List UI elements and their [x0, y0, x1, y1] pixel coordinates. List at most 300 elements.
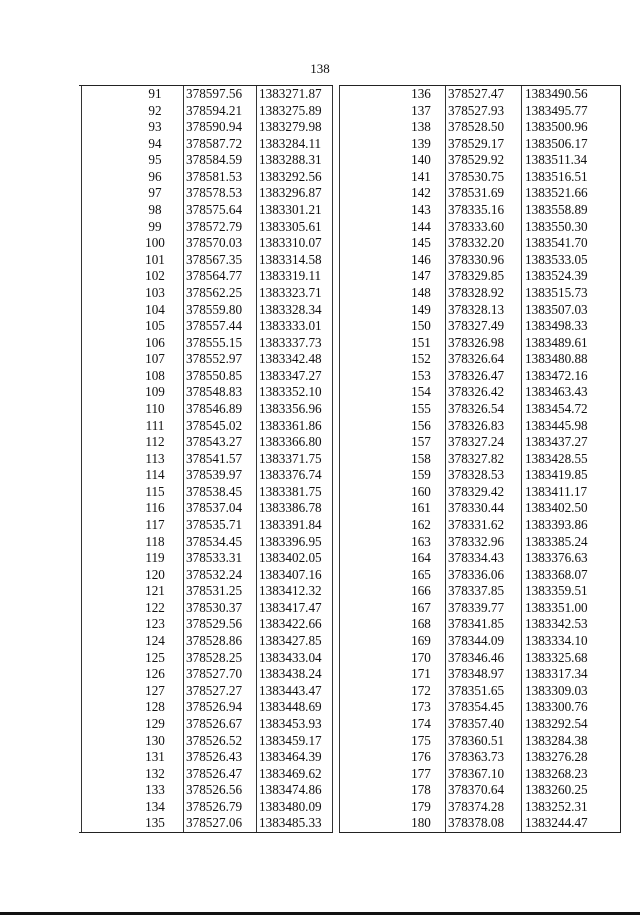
- y-coordinate: 1383342.53: [525, 616, 588, 632]
- y-coordinate: 1383359.51: [525, 583, 588, 599]
- point-number: 174: [411, 715, 431, 731]
- y-coordinate: 1383454.72: [525, 400, 588, 416]
- table-row: [339, 500, 620, 517]
- point-number: 140: [411, 152, 431, 168]
- x-coordinate: 378329.42: [448, 483, 505, 499]
- y-coordinate: 1383284.38: [525, 732, 588, 748]
- x-coordinate: 378531.25: [186, 583, 243, 599]
- y-coordinate: 1383438.24: [259, 666, 322, 682]
- table-row: [79, 103, 333, 120]
- point-number: 133: [145, 782, 165, 798]
- point-number: 178: [411, 782, 431, 798]
- y-coordinate: 1383495.77: [525, 102, 588, 118]
- table-row: [79, 302, 333, 319]
- y-coordinate: 1383366.80: [259, 434, 322, 450]
- y-coordinate: 1383437.27: [525, 434, 588, 450]
- table-row: [339, 467, 620, 484]
- x-coordinate: 378326.64: [448, 351, 505, 367]
- table-row: [339, 583, 620, 600]
- y-coordinate: 1383333.01: [259, 318, 322, 334]
- table-row: [79, 368, 333, 385]
- table-row: [339, 716, 620, 733]
- x-coordinate: 378584.59: [186, 152, 243, 168]
- x-coordinate: 378354.45: [448, 699, 505, 715]
- table-row: [79, 351, 333, 368]
- point-number: 110: [145, 400, 165, 416]
- table-row: [79, 666, 333, 683]
- x-coordinate: 378529.92: [448, 152, 505, 168]
- y-coordinate: 1383533.05: [525, 251, 588, 267]
- point-number: 102: [145, 268, 165, 284]
- y-coordinate: 1383541.70: [525, 235, 588, 251]
- y-coordinate: 1383472.16: [525, 367, 588, 383]
- coordinate-table-left: [79, 85, 333, 833]
- point-number: 162: [411, 517, 431, 533]
- table-row: [79, 550, 333, 567]
- table-row: [339, 86, 620, 103]
- table-row: [339, 633, 620, 650]
- x-coordinate: 378597.56: [186, 86, 243, 101]
- x-coordinate: 378528.50: [448, 119, 505, 135]
- point-number: 176: [411, 749, 431, 765]
- table-row: [339, 534, 620, 551]
- point-number: 168: [411, 616, 431, 632]
- table-row: [79, 766, 333, 783]
- point-number: 165: [411, 566, 431, 582]
- x-coordinate: 378548.83: [186, 384, 243, 400]
- y-coordinate: 1383396.95: [259, 533, 322, 549]
- y-coordinate: 1383252.31: [525, 798, 588, 814]
- table-row: [79, 86, 333, 103]
- y-coordinate: 1383500.96: [525, 119, 588, 135]
- x-coordinate: 378581.53: [186, 168, 243, 184]
- table-row: [79, 517, 333, 534]
- y-coordinate: 1383337.73: [259, 334, 322, 350]
- x-coordinate: 378557.44: [186, 318, 243, 334]
- x-coordinate: 378532.24: [186, 566, 243, 582]
- y-coordinate: 1383443.47: [259, 682, 322, 698]
- table-row: [339, 567, 620, 584]
- point-number: 113: [145, 450, 165, 466]
- table-row: [339, 119, 620, 136]
- point-number: 163: [411, 533, 431, 549]
- table-row: [79, 434, 333, 451]
- y-coordinate: 1383427.85: [259, 633, 322, 649]
- y-coordinate: 1383393.86: [525, 517, 588, 533]
- x-coordinate: 378526.79: [186, 798, 243, 814]
- y-coordinate: 1383391.84: [259, 517, 322, 533]
- table-row: [339, 252, 620, 269]
- x-coordinate: 378587.72: [186, 135, 243, 151]
- x-coordinate: 378543.27: [186, 434, 243, 450]
- table-row: [79, 699, 333, 716]
- x-coordinate: 378594.21: [186, 102, 243, 118]
- x-coordinate: 378328.92: [448, 284, 505, 300]
- y-coordinate: 1383352.10: [259, 384, 322, 400]
- point-number: 94: [148, 135, 162, 151]
- y-coordinate: 1383381.75: [259, 483, 322, 499]
- x-coordinate: 378526.47: [186, 765, 243, 781]
- point-number: 131: [145, 749, 165, 765]
- point-number: 121: [145, 583, 165, 599]
- table-row: [339, 219, 620, 236]
- table-row: [79, 733, 333, 750]
- point-number: 149: [411, 301, 431, 317]
- table-row: [79, 268, 333, 285]
- point-number: 115: [145, 483, 165, 499]
- point-number: 143: [411, 202, 431, 218]
- x-coordinate: 378344.09: [448, 633, 505, 649]
- y-coordinate: 1383347.27: [259, 367, 322, 383]
- x-coordinate: 378526.56: [186, 782, 243, 798]
- table-row: [79, 683, 333, 700]
- y-coordinate: 1383314.58: [259, 251, 322, 267]
- table-row: [79, 567, 333, 584]
- table-row: [339, 136, 620, 153]
- table-row: [339, 285, 620, 302]
- table-row: [339, 152, 620, 169]
- table-row: [339, 600, 620, 617]
- x-coordinate: 378328.13: [448, 301, 505, 317]
- point-number: 129: [145, 715, 165, 731]
- x-coordinate: 378559.80: [186, 301, 243, 317]
- x-coordinate: 378327.49: [448, 318, 505, 334]
- y-coordinate: 1383300.76: [525, 699, 588, 715]
- point-number: 91: [148, 86, 162, 101]
- y-coordinate: 1383371.75: [259, 450, 322, 466]
- x-coordinate: 378370.64: [448, 782, 505, 798]
- table-row: [339, 699, 620, 716]
- table-row: [79, 467, 333, 484]
- point-number: 124: [145, 633, 165, 649]
- table-row: [79, 484, 333, 501]
- x-coordinate: 378535.71: [186, 517, 243, 533]
- table-row: [79, 799, 333, 816]
- table-row: [79, 616, 333, 633]
- table-row: [339, 268, 620, 285]
- x-coordinate: 378330.96: [448, 251, 505, 267]
- x-coordinate: 378328.53: [448, 467, 505, 483]
- y-coordinate: 1383480.88: [525, 351, 588, 367]
- point-number: 171: [411, 666, 431, 682]
- table-row: [339, 103, 620, 120]
- x-coordinate: 378326.54: [448, 400, 505, 416]
- y-coordinate: 1383459.17: [259, 732, 322, 748]
- table-row: [339, 384, 620, 401]
- table-row: [79, 136, 333, 153]
- y-coordinate: 1383328.34: [259, 301, 322, 317]
- x-coordinate: 378552.97: [186, 351, 243, 367]
- point-number: 112: [145, 434, 165, 450]
- table-row: [79, 782, 333, 799]
- table-row: [79, 252, 333, 269]
- x-coordinate: 378526.67: [186, 715, 243, 731]
- table-row: [79, 451, 333, 468]
- table-row: [79, 650, 333, 667]
- x-coordinate: 378363.73: [448, 749, 505, 765]
- table-row: [79, 749, 333, 766]
- table-row: [339, 666, 620, 683]
- y-coordinate: 1383419.85: [525, 467, 588, 483]
- table-row: [339, 815, 620, 832]
- point-number: 128: [145, 699, 165, 715]
- point-number: 152: [411, 351, 431, 367]
- table-row: [79, 219, 333, 236]
- point-number: 96: [148, 168, 162, 184]
- coordinate-table-right: [339, 85, 621, 833]
- point-number: 177: [411, 765, 431, 781]
- point-number: 119: [145, 550, 165, 566]
- table-row: [339, 799, 620, 816]
- table-row: [79, 185, 333, 202]
- x-coordinate: 378530.37: [186, 599, 243, 615]
- table-row: [79, 384, 333, 401]
- point-number: 157: [411, 434, 431, 450]
- y-coordinate: 1383309.03: [525, 682, 588, 698]
- point-number: 158: [411, 450, 431, 466]
- y-coordinate: 1383284.11: [259, 135, 322, 151]
- table-row: [79, 152, 333, 169]
- y-coordinate: 1383411.17: [525, 483, 588, 499]
- point-number: 108: [145, 367, 165, 383]
- point-number: 137: [411, 102, 431, 118]
- x-coordinate: 378326.83: [448, 417, 505, 433]
- table-row: [79, 119, 333, 136]
- y-coordinate: 1383279.98: [259, 119, 322, 135]
- table-row: [79, 716, 333, 733]
- x-coordinate: 378526.52: [186, 732, 243, 748]
- y-coordinate: 1383412.32: [259, 583, 322, 599]
- point-number: 160: [411, 483, 431, 499]
- y-coordinate: 1383317.34: [525, 666, 588, 682]
- y-coordinate: 1383550.30: [525, 218, 588, 234]
- point-number: 95: [148, 152, 162, 168]
- point-number: 104: [145, 301, 165, 317]
- x-coordinate: 378527.93: [448, 102, 505, 118]
- point-number: 127: [145, 682, 165, 698]
- table-row: [339, 683, 620, 700]
- y-coordinate: 1383428.55: [525, 450, 588, 466]
- point-number: 156: [411, 417, 431, 433]
- point-number: 103: [145, 284, 165, 300]
- table-row: [339, 484, 620, 501]
- point-number: 136: [411, 86, 431, 101]
- table-row: [339, 318, 620, 335]
- point-number: 155: [411, 400, 431, 416]
- point-number: 151: [411, 334, 431, 350]
- x-coordinate: 378537.04: [186, 500, 243, 516]
- x-coordinate: 378374.28: [448, 798, 505, 814]
- table-row: [79, 500, 333, 517]
- point-number: 146: [411, 251, 431, 267]
- y-coordinate: 1383275.89: [259, 102, 322, 118]
- y-coordinate: 1383325.68: [525, 649, 588, 665]
- point-number: 154: [411, 384, 431, 400]
- x-coordinate: 378378.08: [448, 815, 505, 831]
- point-number: 100: [145, 235, 165, 251]
- point-number: 117: [145, 517, 165, 533]
- point-number: 122: [145, 599, 165, 615]
- table-row: [339, 517, 620, 534]
- x-coordinate: 378367.10: [448, 765, 505, 781]
- table-row: [339, 418, 620, 435]
- table-row: [339, 451, 620, 468]
- y-coordinate: 1383515.73: [525, 284, 588, 300]
- y-coordinate: 1383485.33: [259, 815, 322, 831]
- x-coordinate: 378334.43: [448, 550, 505, 566]
- point-number: 107: [145, 351, 165, 367]
- point-number: 92: [148, 102, 162, 118]
- y-coordinate: 1383453.93: [259, 715, 322, 731]
- y-coordinate: 1383351.00: [525, 599, 588, 615]
- y-coordinate: 1383268.23: [525, 765, 588, 781]
- table-row: [79, 815, 333, 832]
- y-coordinate: 1383292.56: [259, 168, 322, 184]
- x-coordinate: 378528.25: [186, 649, 243, 665]
- y-coordinate: 1383376.74: [259, 467, 322, 483]
- x-coordinate: 378327.24: [448, 434, 505, 450]
- x-coordinate: 378339.77: [448, 599, 505, 615]
- x-coordinate: 378526.94: [186, 699, 243, 715]
- x-coordinate: 378541.57: [186, 450, 243, 466]
- table-row: [339, 401, 620, 418]
- x-coordinate: 378555.15: [186, 334, 243, 350]
- point-number: 101: [145, 251, 165, 267]
- x-coordinate: 378572.79: [186, 218, 243, 234]
- x-coordinate: 378562.25: [186, 284, 243, 300]
- point-number: 172: [411, 682, 431, 698]
- x-coordinate: 378564.77: [186, 268, 243, 284]
- point-number: 159: [411, 467, 431, 483]
- point-number: 141: [411, 168, 431, 184]
- x-coordinate: 378530.75: [448, 168, 505, 184]
- table-row: [79, 633, 333, 650]
- x-coordinate: 378528.86: [186, 633, 243, 649]
- y-coordinate: 1383422.66: [259, 616, 322, 632]
- y-coordinate: 1383516.51: [525, 168, 588, 184]
- y-coordinate: 1383521.66: [525, 185, 588, 201]
- point-number: 161: [411, 500, 431, 516]
- y-coordinate: 1383292.54: [525, 715, 588, 731]
- y-coordinate: 1383433.04: [259, 649, 322, 665]
- table-row: [339, 749, 620, 766]
- point-number: 164: [411, 550, 431, 566]
- y-coordinate: 1383463.43: [525, 384, 588, 400]
- x-coordinate: 378538.45: [186, 483, 243, 499]
- point-number: 153: [411, 367, 431, 383]
- table-row: [79, 418, 333, 435]
- table-row: [339, 169, 620, 186]
- point-number: 142: [411, 185, 431, 201]
- y-coordinate: 1383361.86: [259, 417, 322, 433]
- point-number: 116: [145, 500, 165, 516]
- table-row: [79, 401, 333, 418]
- point-number: 175: [411, 732, 431, 748]
- y-coordinate: 1383385.24: [525, 533, 588, 549]
- x-coordinate: 378534.45: [186, 533, 243, 549]
- table-row: [339, 235, 620, 252]
- x-coordinate: 378527.27: [186, 682, 243, 698]
- y-coordinate: 1383448.69: [259, 699, 322, 715]
- point-number: 134: [145, 798, 165, 814]
- y-coordinate: 1383445.98: [525, 417, 588, 433]
- point-number: 179: [411, 798, 431, 814]
- x-coordinate: 378546.89: [186, 400, 243, 416]
- x-coordinate: 378326.98: [448, 334, 505, 350]
- x-coordinate: 378550.85: [186, 367, 243, 383]
- table-row: [339, 766, 620, 783]
- x-coordinate: 378590.94: [186, 119, 243, 135]
- y-coordinate: 1383464.39: [259, 749, 322, 765]
- x-coordinate: 378337.85: [448, 583, 505, 599]
- y-coordinate: 1383386.78: [259, 500, 322, 516]
- table-row: [79, 600, 333, 617]
- table-row: [79, 335, 333, 352]
- y-coordinate: 1383524.39: [525, 268, 588, 284]
- y-coordinate: 1383511.34: [525, 152, 588, 168]
- y-coordinate: 1383323.71: [259, 284, 322, 300]
- x-coordinate: 378357.40: [448, 715, 505, 731]
- y-coordinate: 1383288.31: [259, 152, 322, 168]
- y-coordinate: 1383310.07: [259, 235, 322, 251]
- point-number: 99: [148, 218, 162, 234]
- table-row: [339, 616, 620, 633]
- y-coordinate: 1383498.33: [525, 318, 588, 334]
- point-number: 111: [145, 417, 165, 433]
- y-coordinate: 1383402.50: [525, 500, 588, 516]
- x-coordinate: 378567.35: [186, 251, 243, 267]
- x-coordinate: 378333.60: [448, 218, 505, 234]
- y-coordinate: 1383301.21: [259, 202, 322, 218]
- table-row: [339, 650, 620, 667]
- table-row: [339, 185, 620, 202]
- x-coordinate: 378533.31: [186, 550, 243, 566]
- y-coordinate: 1383334.10: [525, 633, 588, 649]
- table-row: [339, 202, 620, 219]
- table-row: [79, 235, 333, 252]
- x-coordinate: 378578.53: [186, 185, 243, 201]
- point-number: 169: [411, 633, 431, 649]
- point-number: 114: [145, 467, 165, 483]
- y-coordinate: 1383296.87: [259, 185, 322, 201]
- y-coordinate: 1383407.16: [259, 566, 322, 582]
- y-coordinate: 1383376.63: [525, 550, 588, 566]
- table-row: [339, 351, 620, 368]
- point-number: 150: [411, 318, 431, 334]
- x-coordinate: 378332.96: [448, 533, 505, 549]
- x-coordinate: 378330.44: [448, 500, 505, 516]
- point-number: 109: [145, 384, 165, 400]
- x-coordinate: 378336.06: [448, 566, 505, 582]
- x-coordinate: 378526.43: [186, 749, 243, 765]
- y-coordinate: 1383319.11: [259, 268, 322, 284]
- point-number: 98: [148, 202, 162, 218]
- x-coordinate: 378527.47: [448, 86, 505, 101]
- point-number: 170: [411, 649, 431, 665]
- x-coordinate: 378329.85: [448, 268, 505, 284]
- point-number: 106: [145, 334, 165, 350]
- table-row: [79, 169, 333, 186]
- point-number: 123: [145, 616, 165, 632]
- y-coordinate: 1383469.62: [259, 765, 322, 781]
- y-coordinate: 1383558.89: [525, 202, 588, 218]
- table-row: [339, 550, 620, 567]
- y-coordinate: 1383490.56: [525, 86, 588, 101]
- x-coordinate: 378539.97: [186, 467, 243, 483]
- y-coordinate: 1383402.05: [259, 550, 322, 566]
- x-coordinate: 378331.62: [448, 517, 505, 533]
- point-number: 93: [148, 119, 162, 135]
